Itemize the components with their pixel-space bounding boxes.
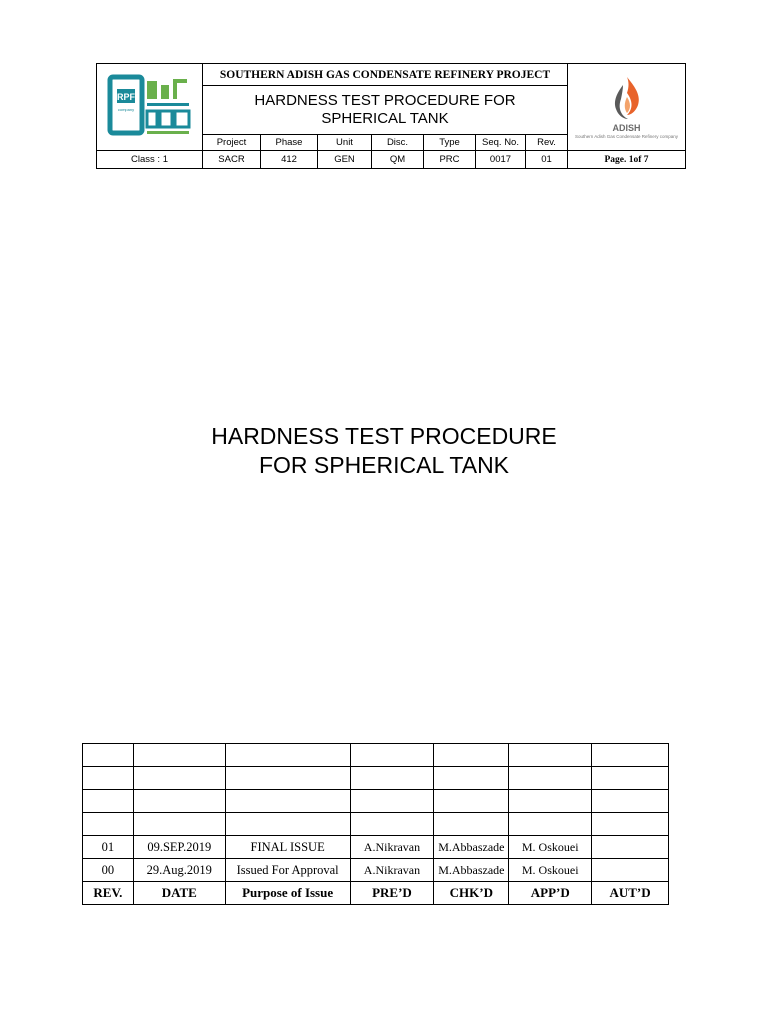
contractor-logo [97, 64, 203, 150]
table-cell [509, 813, 592, 836]
table-cell: FINAL ISSUE [225, 836, 350, 859]
table-cell [434, 744, 509, 767]
table-header-row [83, 882, 669, 905]
code-label-rev: Rev. [525, 135, 567, 150]
table-row [83, 813, 669, 836]
table-cell: A.Nikravan [350, 859, 434, 882]
document-title-line2: FOR SPHERICAL TANK [258, 452, 510, 478]
table-cell: M.Abbaszade [434, 859, 509, 882]
table-cell [509, 790, 592, 813]
code-value-seq: 0017 [475, 151, 525, 168]
table-cell: 09.SEP.2019 [133, 836, 225, 859]
table-cell [592, 790, 669, 813]
table-cell [592, 767, 669, 790]
header-title-line1: HARDNESS TEST PROCEDURE FOR [254, 92, 516, 109]
table-cell: A.Nikravan [350, 836, 434, 859]
table-cell [83, 767, 134, 790]
table-cell [592, 859, 669, 882]
table-cell: Issued For Approval [225, 859, 350, 882]
adish-logo-tagline: Southern Adish Gas Condensate Refinery company [574, 134, 679, 139]
rpf-logo-icon [107, 71, 193, 143]
table-row [83, 790, 669, 813]
header-approved: APP’D [509, 882, 592, 905]
table-cell: 29.Aug.2019 [133, 859, 225, 882]
table-cell [83, 790, 134, 813]
table-cell: M.Abbaszade [434, 836, 509, 859]
table-cell [434, 813, 509, 836]
rpf-logo-text: RPF [116, 92, 135, 102]
document-title [0, 422, 768, 480]
code-label-type: Type [423, 135, 475, 150]
table-cell [350, 790, 434, 813]
header-purpose: Purpose of Issue [225, 882, 350, 905]
table-cell [434, 790, 509, 813]
table-row [83, 767, 669, 790]
table-cell [225, 790, 350, 813]
table-row [83, 836, 669, 859]
header-checked: CHK’D [434, 882, 509, 905]
code-value-phase: 412 [260, 151, 317, 168]
header-rev: REV. [83, 882, 134, 905]
table-cell [225, 813, 350, 836]
table-cell [350, 767, 434, 790]
table-cell [133, 744, 225, 767]
header-authorized: AUT’D [592, 882, 669, 905]
table-cell: M. Oskouei [509, 836, 592, 859]
document-code-values [203, 150, 567, 168]
code-value-rev: 01 [525, 151, 567, 168]
header-date: DATE [133, 882, 225, 905]
code-label-disc: Disc. [371, 135, 423, 150]
table-cell: 00 [83, 859, 134, 882]
table-cell [434, 767, 509, 790]
table-cell [509, 744, 592, 767]
table-cell: M. Oskouei [509, 859, 592, 882]
code-label-seq: Seq. No. [475, 135, 525, 150]
table-cell [83, 813, 134, 836]
table-cell [592, 813, 669, 836]
adish-logo-name: ADISH [612, 123, 641, 133]
table-cell [133, 790, 225, 813]
code-value-unit: GEN [317, 151, 371, 168]
table-cell [133, 767, 225, 790]
table-cell [592, 836, 669, 859]
table-cell [350, 744, 434, 767]
project-title: SOUTHERN ADISH GAS CONDENSATE REFINERY PROJECT [203, 64, 567, 86]
table-cell [83, 744, 134, 767]
code-value-disc: QM [371, 151, 423, 168]
code-label-unit: Unit [317, 135, 371, 150]
header-title-line2: SPHERICAL TANK [321, 110, 449, 127]
code-value-project: SACR [218, 154, 245, 165]
table-cell: 01 [83, 836, 134, 859]
rpf-logo-sub: company [117, 107, 134, 112]
header-prepared: PRE’D [350, 882, 434, 905]
table-row [83, 744, 669, 767]
table-cell [133, 813, 225, 836]
table-cell [225, 767, 350, 790]
code-label-project: Project [216, 137, 247, 148]
client-logo [567, 64, 685, 150]
table-cell [225, 744, 350, 767]
table-row [83, 859, 669, 882]
flame-logo-icon [607, 75, 647, 121]
document-code-labels [203, 135, 567, 150]
document-title-line1: HARDNESS TEST PROCEDURE [211, 423, 557, 449]
page-number: Page. 1of 7 [567, 150, 685, 168]
class-cell: Class : 1 [97, 150, 203, 168]
header-document-title [203, 86, 567, 135]
table-cell [509, 767, 592, 790]
table-cell [350, 813, 434, 836]
document-header [96, 63, 686, 169]
code-value-type: PRC [423, 151, 475, 168]
table-cell [592, 744, 669, 767]
revision-table [82, 743, 669, 905]
code-label-phase: Phase [260, 135, 317, 150]
